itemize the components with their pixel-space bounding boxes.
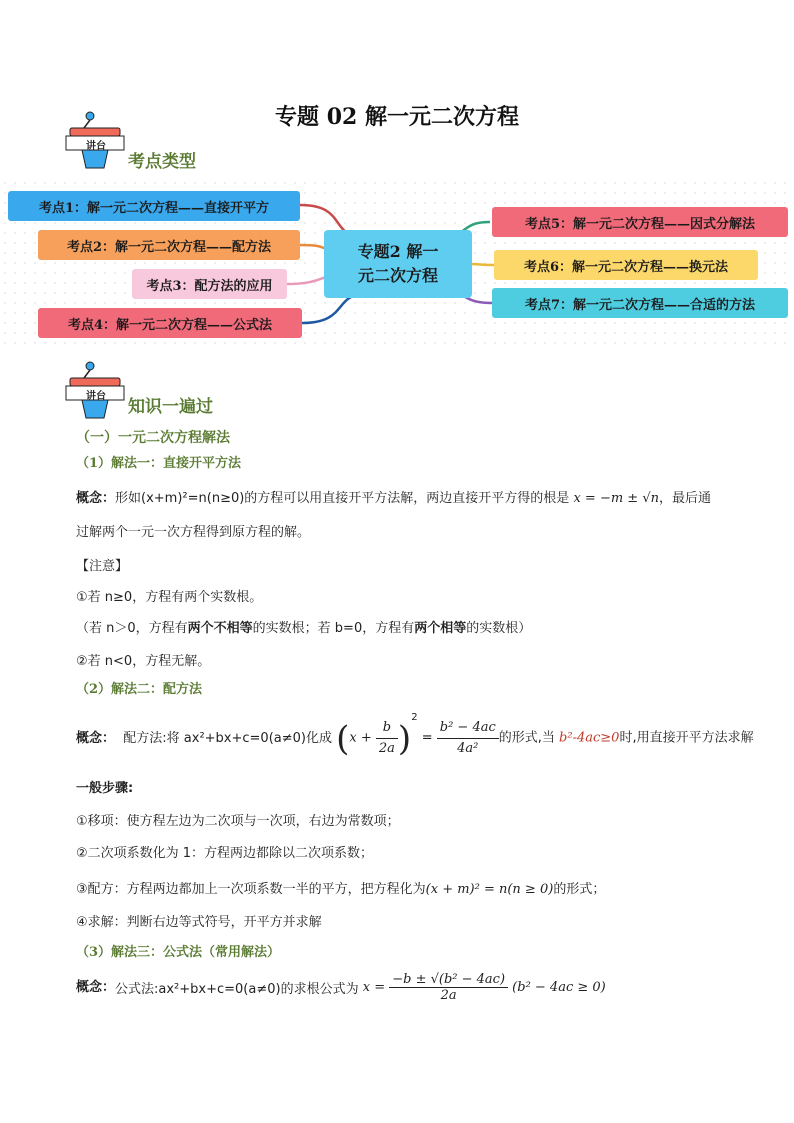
root-formula: x = −m ± √n [573,491,659,506]
concept-1 [76,487,711,506]
quadratic-formula-fraction: $\frac{\text{−b ± √(b² − 4ac)}}{2a}$ [389,972,508,1003]
concept-2-mid: 的形式,当 [498,730,555,746]
formula-x-plus: x + [349,730,372,746]
step-3-text: ③配方：方程两边都加上一次项系数一半的平方，把方程化为 [76,882,426,897]
steps-heading: 一般步骤: [76,781,134,796]
section-title-knowledge: 知识一遍过 [128,397,213,417]
paren-left: ( [336,718,350,759]
step-4: ④求解：判断右边等式符号，开平方并求解 [76,915,322,930]
step-2: ②二次项系数化为 1：方程两边都除以二次项系数； [76,846,374,861]
center-node [324,230,472,298]
concept-2-text: 配方法:将 ax²+bx+c=0(a≠0)化成 [123,731,332,746]
section-title-types: 考点类型 [128,152,196,172]
step-1: ①移项：使方程左边为二次项与一次项，右边为常数项； [76,814,400,829]
concept-2 [76,708,754,759]
formula-x-equals: x = [362,980,386,995]
topic-node-3: 考点3：配方法的应用 [132,269,287,299]
note-2 [76,617,531,636]
concept-3-text: 公式法:ax²+bx+c=0(a≠0)的求根公式为 [115,982,359,997]
note-3: ②若 n<0，方程无解。 [76,654,211,669]
concept-1-text: 形如(x+m)²=n(n≥0)的方程可以用直接开平方法解，两边直接开平方得的根是 [115,491,570,506]
concept-3 [76,972,606,1003]
topic-node-1: 考点1：解一元二次方程——直接开平方 [8,191,300,221]
step-3-tail: 的形式； [553,882,606,897]
concept-1-line2: 过解两个一元一次方程得到原方程的解。 [76,525,311,540]
formula-condition: (b² − 4ac ≥ 0) [512,980,606,995]
discriminant-condition: b²-4ac≥0 [559,730,620,746]
note-heading: 【注意】 [76,559,129,574]
concept-label: 概念： [76,731,116,746]
podium-label: 讲台 [86,141,106,152]
center-node-line1: 专题2 解一 [357,242,439,261]
podium-icon [64,110,124,168]
note-2-b: 两个不相等 [187,621,253,636]
paren-right: ) [397,718,412,759]
center-node-line2: 元二次方程 [357,266,438,285]
step-3 [76,878,605,897]
podium-label: 讲台 [86,391,106,402]
heading-methods: （一）一元二次方程解法 [76,430,230,446]
note-2-c: 的实数根；若 b=0，方程有 [252,621,415,636]
page-title: 专题 02 解一元二次方程 [275,104,519,130]
podium-icon [64,360,124,418]
concept-1-tail: ，最后通 [658,491,711,506]
concept-label: 概念： [76,980,116,995]
note-2-e: 的实数根） [466,621,532,636]
topic-node-5: 考点5：解一元二次方程——因式分解法 [492,207,788,237]
fraction-discriminant: $\frac{\text{b² − 4ac}}{\text{4a²}}$ [437,718,499,759]
concept-2-tail: 时,用直接开平方法求解 [619,730,754,746]
mindmap [0,178,794,346]
note-2-d: 两个相等 [414,621,467,636]
heading-method-1: （1）解法一：直接开平方法 [76,456,242,471]
topic-node-6: 考点6：解一元二次方程——换元法 [494,250,758,280]
step-3-formula: (x + m)² = n(n ≥ 0) [425,882,554,897]
topic-node-7: 考点7：解一元二次方程——合适的方法 [492,288,788,318]
exponent-2: 2 [411,712,418,723]
heading-method-2: （2）解法二：配方法 [76,682,203,697]
topic-node-2: 考点2：解一元二次方程——配方法 [38,230,300,260]
heading-method-3: （3）解法三：公式法（常用解法） [76,945,281,960]
fraction-b-over-2a: $\frac{b}{2a}$ [376,718,398,759]
equals-sign: = [421,730,433,746]
concept-label: 概念： [76,491,116,506]
note-2-a: （若 n＞0，方程有 [76,621,188,636]
topic-node-4: 考点4：解一元二次方程——公式法 [38,308,302,338]
note-1: ①若 n≥0，方程有两个实数根。 [76,590,263,605]
